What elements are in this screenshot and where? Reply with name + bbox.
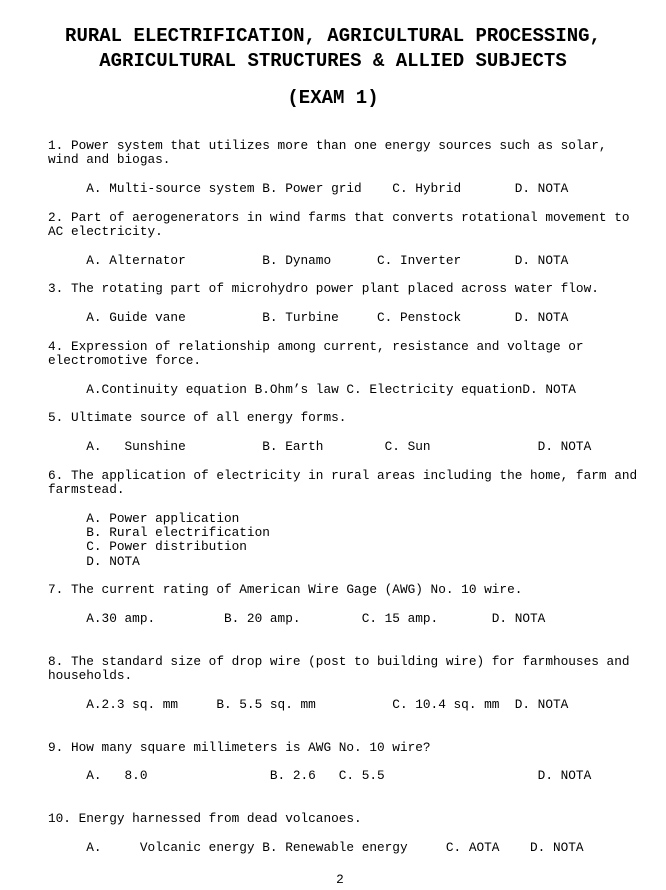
question-text-line: electromotive force. xyxy=(48,352,202,368)
exam-title-line1: RURAL ELECTRIFICATION, AGRICULTURAL PROCESSING, xyxy=(65,25,601,47)
page-number: 2 xyxy=(336,871,344,887)
blank-line xyxy=(48,368,666,382)
question-10 xyxy=(48,812,666,869)
blank-line xyxy=(48,168,666,182)
blank-line xyxy=(48,855,666,869)
blank-line xyxy=(48,598,666,612)
question-text-line: 6. The application of electricity in rural areas including the home, farm and xyxy=(48,467,638,483)
question-text-line: wind and biogas. xyxy=(48,152,171,168)
blank-line xyxy=(48,239,666,253)
question-text-line: households. xyxy=(48,668,133,684)
option-line: A. Alternator B. Dynamo C. Inverter D. NOTA xyxy=(48,252,569,268)
blank-line xyxy=(48,196,666,210)
exam-title-line2: AGRICULTURAL STRUCTURES & ALLIED SUBJECTS xyxy=(99,50,567,72)
exam-number: (EXAM 1) xyxy=(287,87,379,109)
question-text-line: farmstead. xyxy=(48,481,125,497)
blank-line xyxy=(48,683,666,697)
option-line: A.2.3 sq. mm B. 5.5 sq. mm C. 10.4 sq. mm D. NOTA xyxy=(48,696,569,712)
option-line: A.Continuity equation B.Ohm’s law C. Electricity equationD. NOTA xyxy=(48,381,576,397)
blank-line xyxy=(48,268,666,282)
question-5 xyxy=(48,411,666,468)
blank-line xyxy=(48,297,666,311)
question-4 xyxy=(48,340,666,412)
blank-line xyxy=(48,426,666,440)
blank-line xyxy=(48,454,666,468)
question-9 xyxy=(48,741,666,813)
question-text-line: 2. Part of aerogenerators in wind farms that converts rotational movement to xyxy=(48,209,630,225)
question-6 xyxy=(48,469,666,584)
option-line: A. Sunshine B. Earth C. Sun D. NOTA xyxy=(48,438,592,454)
question-text-line: 9. How many square millimeters is AWG No. 10 wire? xyxy=(48,739,431,755)
questions-list xyxy=(0,139,666,870)
blank-line xyxy=(48,497,666,511)
question-text-line: 4. Expression of relationship among current, resistance and voltage or xyxy=(48,338,584,354)
option-line: D. NOTA xyxy=(48,553,140,569)
question-2 xyxy=(48,211,666,283)
option-line: A. Power application xyxy=(48,510,240,526)
blank-line xyxy=(48,712,666,726)
blank-line xyxy=(48,726,666,740)
question-text-line: 5. Ultimate source of all energy forms. xyxy=(48,410,347,426)
question-1 xyxy=(48,139,666,211)
option-line: A. 8.0 B. 2.6 C. 5.5 D. NOTA xyxy=(48,768,592,784)
blank-line xyxy=(48,325,666,339)
question-text-line: 3. The rotating part of microhydro power plant placed across water flow. xyxy=(48,281,599,297)
blank-line xyxy=(48,798,666,812)
blank-line xyxy=(48,755,666,769)
option-line: A.30 amp. B. 20 amp. C. 15 amp. D. NOTA xyxy=(48,610,546,626)
option-line: B. Rural electrification xyxy=(48,524,270,540)
exam-header xyxy=(0,0,666,111)
option-line: A. Volcanic energy B. Renewable energy C. AOTA D. NOTA xyxy=(48,840,584,856)
question-text-line: 1. Power system that utilizes more than one energy sources such as solar, xyxy=(48,138,607,153)
question-text-line: 10. Energy harnessed from dead volcanoes. xyxy=(48,811,362,827)
question-text-line: AC electricity. xyxy=(48,223,163,239)
blank-line xyxy=(48,827,666,841)
question-3 xyxy=(48,282,666,339)
blank-line xyxy=(48,569,666,583)
option-line: A. Guide vane B. Turbine C. Penstock D. NOTA xyxy=(48,309,569,325)
question-7 xyxy=(48,583,666,655)
option-line: C. Power distribution xyxy=(48,539,247,555)
blank-line xyxy=(48,397,666,411)
question-text-line: 8. The standard size of drop wire (post to building wire) for farmhouses and xyxy=(48,653,630,669)
question-text-line: 7. The current rating of American Wire Gage (AWG) No. 10 wire. xyxy=(48,582,523,598)
question-8 xyxy=(48,655,666,741)
option-line: A. Multi-source system B. Power grid C. Hybrid D. NOTA xyxy=(48,180,569,196)
page-footer xyxy=(0,870,666,888)
blank-line xyxy=(48,640,666,654)
blank-line xyxy=(48,784,666,798)
blank-line xyxy=(48,626,666,640)
